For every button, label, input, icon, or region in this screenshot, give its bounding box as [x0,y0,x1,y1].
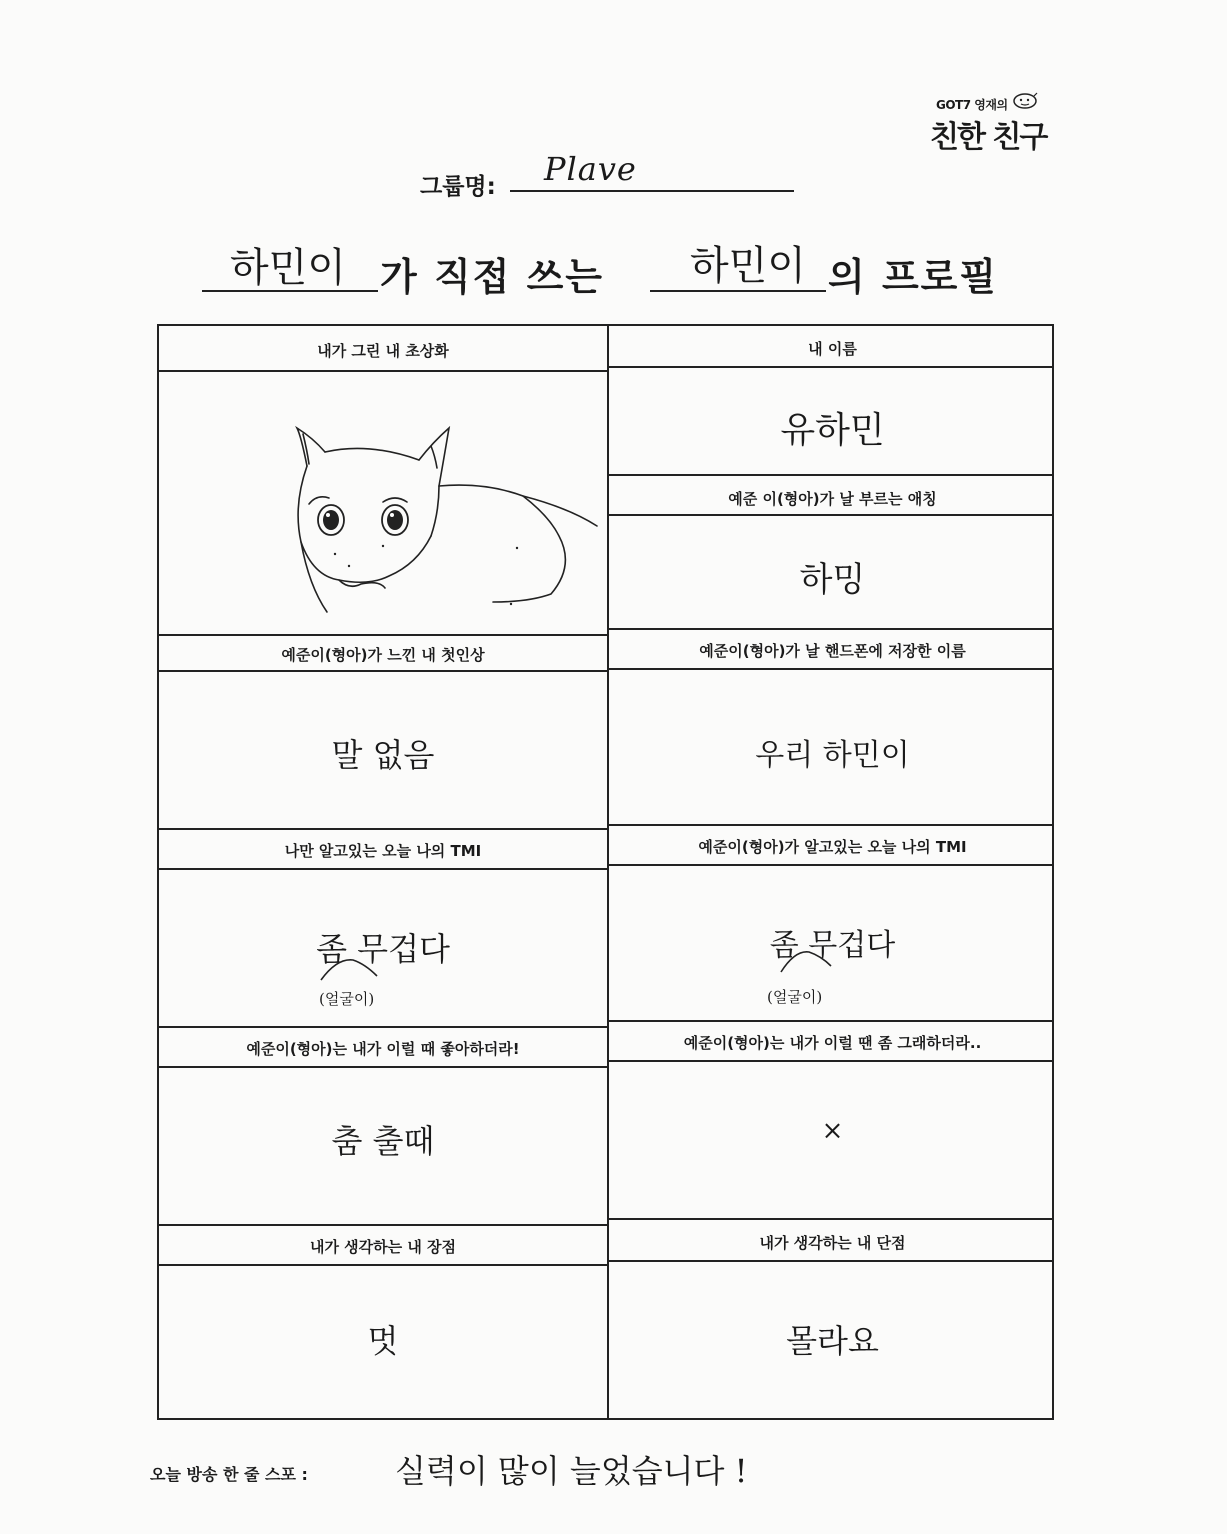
like-value: 춤 출때 [331,1122,435,1160]
grid-line [159,828,607,830]
grid-line [607,668,1052,670]
grid-line [607,474,1052,476]
tmi2-header: 예준이(형아)가 알고있는 오늘 나의 TMI [698,838,967,856]
grid-line [607,824,1052,826]
strength-header: 내가 생각하는 내 장점 [309,1238,457,1256]
group-name-value: Plave [544,150,637,188]
grid-line [159,1026,607,1028]
tmi2-value: 좀 무겁다 [769,928,896,963]
logo-small-text: GOT7 영재의 [936,98,1008,112]
dislike-value: × [821,1116,844,1146]
grid-line [159,1066,607,1068]
name-header: 내 이름 [808,340,857,358]
title-blank-1 [202,290,378,292]
weakness-header: 내가 생각하는 내 단점 [759,1234,906,1252]
dislike-header: 예준이(형아)는 내가 이럴 땐 좀 그래하더라.. [683,1034,982,1052]
logo-big-text: 친한 친구 [930,120,1047,155]
title-blank-2 [650,290,826,292]
show-logo [928,86,1058,156]
profile-title [200,232,1020,302]
grid-line [607,1060,1052,1062]
footer-value: 실력이 많이 늘었습니다 ! [395,1452,748,1490]
grid-line [159,370,607,372]
nickname-header: 예준 이(형아)가 날 부르는 애칭 [728,490,937,508]
grid-line [607,514,1052,516]
grid-line [607,864,1052,866]
name-value: 유하민 [780,410,885,451]
tmi-header: 나만 알고있는 오늘 나의 TMI [284,842,482,860]
group-name-row [420,150,800,200]
cat-portrait-drawing [279,416,599,616]
group-name-label: 그룹명: [420,174,496,200]
grid-line [159,1264,607,1266]
grid-line [607,1218,1052,1220]
grid-line [159,1224,607,1226]
grid-line [159,670,607,672]
phone-header: 예준이(형아)가 날 핸드폰에 저장한 이름 [699,642,966,660]
grid-line [607,1260,1052,1262]
like-header: 예준이(형아)는 내가 이럴 때 좋아하더라! [246,1040,520,1058]
grid-line [159,634,607,636]
nickname-value: 하밍 [799,560,866,600]
grid-line [607,366,1052,368]
impression-header: 예준이(형아)가 느낀 내 첫인상 [281,646,485,664]
grid-line [159,868,607,870]
caret-mark [317,954,387,984]
cartoon-face-icon [1012,92,1038,110]
tmi2-note: (얼굴이) [767,988,823,1006]
phone-value: 우리 하민이 [755,738,910,773]
impression-value: 말 없음 [331,736,435,774]
portrait-header: 내가 그린 내 초상화 [317,342,449,360]
tmi-value: 좀 무겁다 [316,930,450,968]
weakness-value: 몰라요 [786,1322,879,1360]
title-text-a: 가 직접 쓰는 [380,255,604,299]
tmi-note: (얼굴이) [319,990,375,1008]
grid-line [607,1020,1052,1022]
title-name-1: 하민이 [230,245,346,291]
strength-value: 멋 [367,1322,399,1360]
group-name-underline [510,190,794,192]
footer-label: 오늘 방송 한 줄 스포 : [150,1465,308,1484]
grid-line [607,628,1052,630]
caret-mark [777,946,837,976]
profile-grid [157,324,1054,1420]
title-text-b: 의 프로필 [828,255,999,299]
title-name-2: 하민이 [690,243,806,289]
